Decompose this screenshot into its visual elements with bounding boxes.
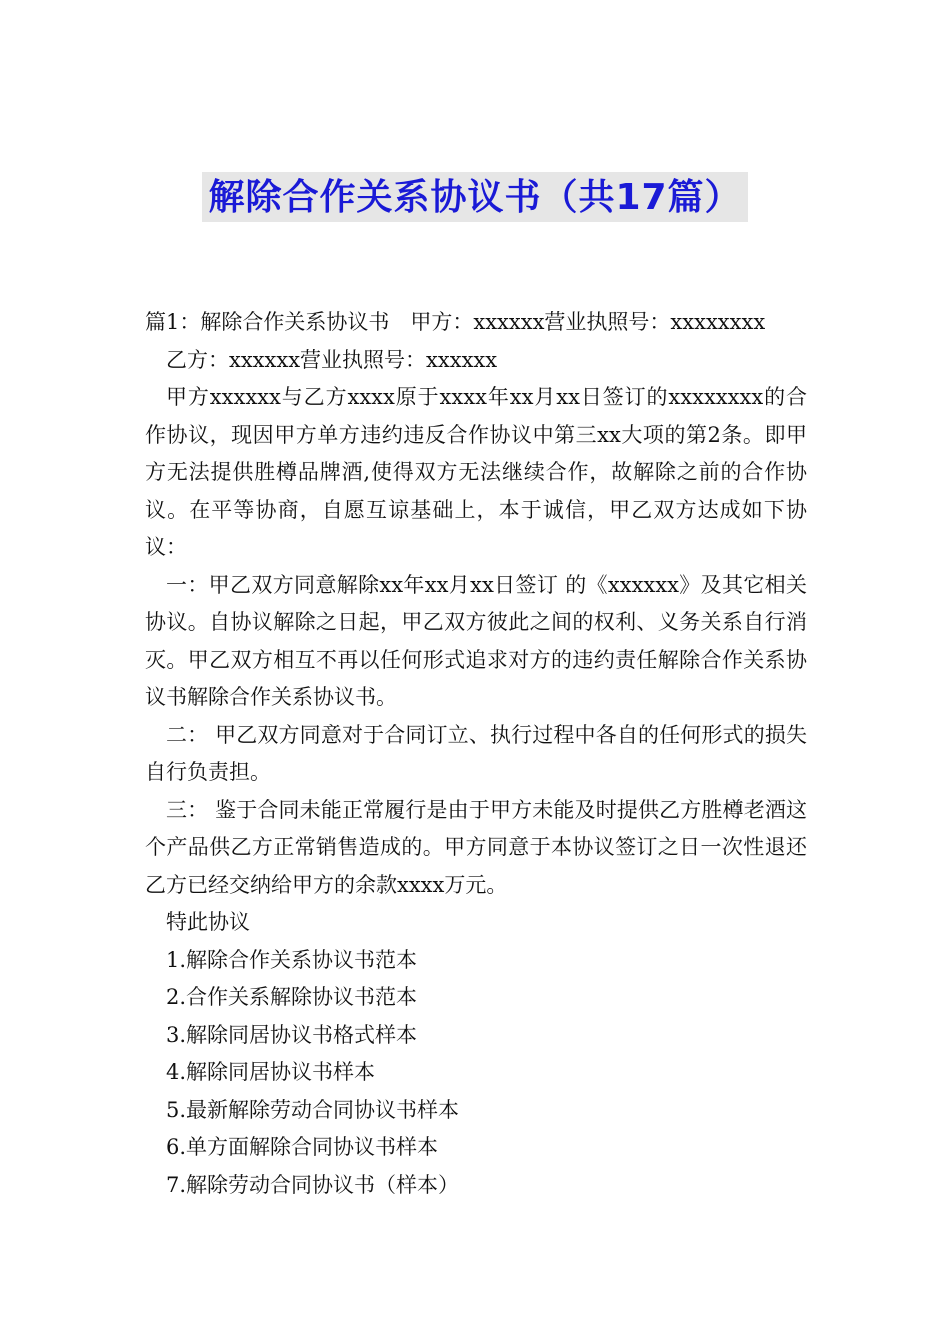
paragraph-header: 篇1：解除合作关系协议书 甲方：xxxxxx营业执照号：xxxxxxxx bbox=[145, 310, 766, 334]
list-item[interactable]: 5.最新解除劳动合同协议书样本 bbox=[166, 1097, 460, 1122]
list-item[interactable]: 6.单方面解除合同协议书样本 bbox=[166, 1135, 439, 1159]
paragraph-closing: 特此协议 bbox=[166, 910, 250, 934]
document-body bbox=[145, 304, 807, 1204]
paragraph-party-b: 乙方：xxxxxx营业执照号：xxxxxx bbox=[166, 347, 498, 372]
list-item[interactable]: 4.解除同居协议书样本 bbox=[166, 1060, 376, 1084]
paragraph-clause-2: 二： 甲乙双方同意对于合同订立、执行过程中各自的任何形式的损失自行负责担。 bbox=[145, 722, 807, 784]
list-item[interactable]: 1.解除合作关系协议书范本 bbox=[166, 947, 418, 972]
paragraph-background: 甲方xxxxxx与乙方xxxx原于xxxx年xx月xx日签订的xxxxxxxx的合作协议，现因甲方单方违约违反合作协议中第三xx大项的第2条。即甲方无法提供胜樽品牌酒,使得双方无法继续合作，故解除之前的合作协议。在平等协商，自愿互谅基础上，本于诚信，甲乙双方达成如下协议： bbox=[145, 385, 807, 559]
title-container bbox=[0, 172, 950, 222]
list-item[interactable]: 7.解除劳动合同协议书（样本） bbox=[166, 1172, 460, 1197]
list-item[interactable]: 2.合作关系解除协议书范本 bbox=[166, 985, 418, 1009]
paragraph-clause-3: 三： 鉴于合同未能正常履行是由于甲方未能及时提供乙方胜樽老酒这个产品供乙方正常销售造成的。甲方同意于本协议签订之日一次性退还乙方已经交纳给甲方的余款xxxx万元。 bbox=[145, 797, 807, 897]
paragraph-clause-1: 一：甲乙双方同意解除xx年xx月xx日签订 的《xxxxxx》及其它相关协议。自协议解除之日起，甲乙双方彼此之间的权利、义务关系自行消灭。甲乙双方相互不再以任何形式追求对方的违约责任解除合作关系协议书解除合作关系协议书。 bbox=[145, 572, 807, 709]
document-title: 解除合作关系协议书（共17篇） bbox=[202, 172, 747, 222]
list-item[interactable]: 3.解除同居协议书格式样本 bbox=[166, 1022, 418, 1047]
